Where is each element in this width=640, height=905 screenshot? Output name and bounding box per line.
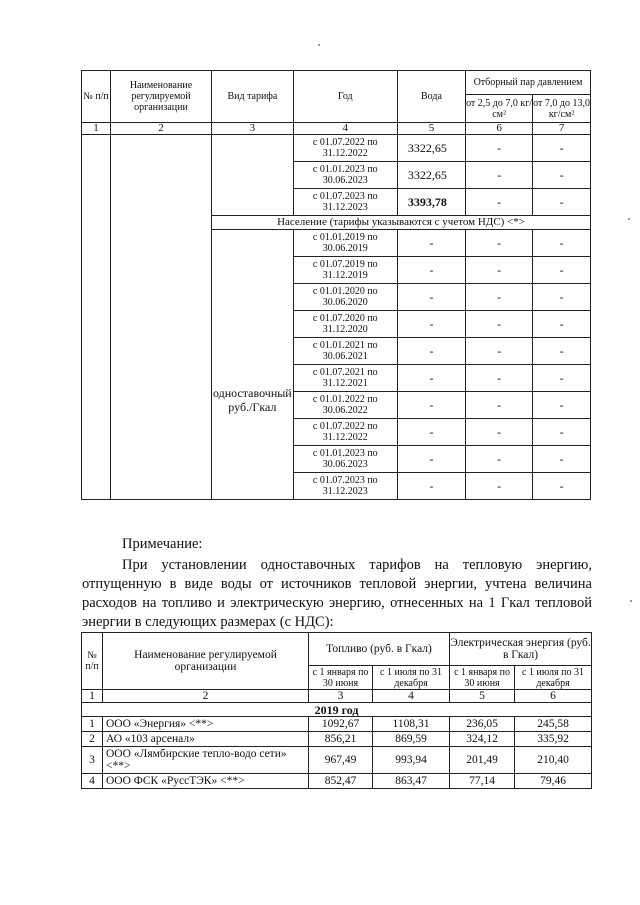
t2-el-h1: 201,49	[450, 747, 515, 774]
t2-row-org: ООО ФСК «РуссТЭК» <**>	[103, 774, 309, 789]
t2-row-org: АО «103 арсенал»	[103, 732, 309, 747]
t2-header-org: Наименование регулируемой организации	[103, 633, 309, 690]
period-cell: с 01.01.2022 по 30.06.2022	[293, 392, 397, 419]
period-cell: с 01.01.2020 по 30.06.2020	[293, 284, 397, 311]
t2-el-h2: 210,40	[515, 747, 592, 774]
header-tariff-type: Вид тарифа	[212, 71, 294, 123]
water-value: -	[397, 338, 465, 365]
col-number: 6	[466, 123, 533, 135]
t2-header-el-h2: с 1 июля по 31 декабря	[515, 666, 592, 690]
t2-header-electric: Электрическая энергия (руб. в Гкал)	[450, 633, 592, 666]
period-cell: с 01.07.2023 по 31.12.2023	[293, 189, 397, 216]
t2-header-el-h1: с 1 января по 30 июня	[450, 666, 515, 690]
t2-fuel-h1: 856,21	[309, 732, 373, 747]
t2-row-org: ООО «Энергия» <**>	[103, 717, 309, 732]
t2-fuel-h1: 1092,67	[309, 717, 373, 732]
t2-el-h2: 335,92	[515, 732, 592, 747]
scan-speck	[318, 44, 320, 46]
t2-col-number: 4	[373, 690, 450, 703]
period-cell: с 01.07.2022 по 31.12.2022	[293, 135, 397, 162]
water-value: -	[397, 419, 465, 446]
water-value: -	[397, 446, 465, 473]
t2-col-number: 5	[450, 690, 515, 703]
t2-fuel-h1: 967,49	[309, 747, 373, 774]
scan-speck	[628, 218, 630, 220]
header-org: Наименование регулируемой организации	[110, 71, 211, 123]
col-number: 5	[397, 123, 465, 135]
num-cell	[82, 135, 111, 500]
period-cell: с 01.07.2019 по 31.12.2019	[293, 257, 397, 284]
steam-high-value: -	[533, 135, 591, 162]
t2-row-num: 2	[82, 732, 103, 747]
header-steam-high: от 7,0 до 13,0 кг/см²	[533, 95, 591, 123]
steam-low-value: -	[466, 338, 533, 365]
t2-row-num: 3	[82, 747, 103, 774]
col-number: 7	[533, 123, 591, 135]
steam-low-value: -	[466, 257, 533, 284]
t2-fuel-h2: 869,59	[373, 732, 450, 747]
period-cell: с 01.07.2021 по 31.12.2021	[293, 365, 397, 392]
steam-low-value: -	[466, 230, 533, 257]
steam-low-value: -	[466, 162, 533, 189]
t2-el-h2: 79,46	[515, 774, 592, 789]
period-cell: с 01.07.2020 по 31.12.2020	[293, 311, 397, 338]
water-value: -	[397, 392, 465, 419]
header-year: Год	[293, 71, 397, 123]
population-section-header: Население (тарифы указываются с учетом НДС) <*>	[212, 216, 591, 230]
header-water: Вода	[397, 71, 465, 123]
t2-el-h1: 77,14	[450, 774, 515, 789]
water-value: 3322,65	[397, 135, 465, 162]
t2-fuel-h2: 1108,31	[373, 717, 450, 732]
t2-fuel-h2: 863,47	[373, 774, 450, 789]
water-value: 3393,78	[397, 189, 465, 216]
steam-high-value: -	[533, 419, 591, 446]
steam-low-value: -	[466, 189, 533, 216]
tariff-type-label: одноставочный руб./Гкал	[212, 230, 294, 500]
steam-low-value: -	[466, 473, 533, 500]
t2-header-fuel: Топливо (руб. в Гкал)	[309, 633, 450, 666]
water-value: 3322,65	[397, 162, 465, 189]
scan-speck	[630, 600, 632, 602]
note-block	[82, 535, 592, 632]
header-num: № п/п	[82, 71, 111, 123]
steam-high-value: -	[533, 230, 591, 257]
t2-header-fuel-h1: с 1 января по 30 июня	[309, 666, 373, 690]
water-value: -	[397, 257, 465, 284]
steam-high-value: -	[533, 365, 591, 392]
t2-row-org: ООО «Лямбирские тепло-водо сети» <**>	[103, 747, 309, 774]
water-value: -	[397, 473, 465, 500]
period-cell: с 01.01.2021 по 30.06.2021	[293, 338, 397, 365]
period-cell: с 01.01.2023 по 30.06.2023	[293, 446, 397, 473]
steam-low-value: -	[466, 135, 533, 162]
note-body: При установлении одноставочных тарифов на тепловую энергию, отпущенную в виде воды от источников тепловой энергии, учтена величина расходов на топливо и электрическую энергию, отнесенных на 1 Гкал тепловой энергии в следующих размерах (с НДС):	[82, 557, 592, 630]
t2-header-fuel-h2: с 1 июля по 31 декабря	[373, 666, 450, 690]
t2-el-h1: 236,05	[450, 717, 515, 732]
note-title: Примечание:	[122, 536, 203, 552]
water-value: -	[397, 230, 465, 257]
steam-high-value: -	[533, 257, 591, 284]
steam-high-value: -	[533, 189, 591, 216]
steam-low-value: -	[466, 446, 533, 473]
water-value: -	[397, 284, 465, 311]
col-number: 4	[293, 123, 397, 135]
period-cell: с 01.01.2023 по 30.06.2023	[293, 162, 397, 189]
t2-fuel-h1: 852,47	[309, 774, 373, 789]
col-number: 2	[110, 123, 211, 135]
steam-high-value: -	[533, 392, 591, 419]
steam-high-value: -	[533, 473, 591, 500]
t2-el-h2: 245,58	[515, 717, 592, 732]
steam-low-value: -	[466, 365, 533, 392]
t2-col-number: 1	[82, 690, 103, 703]
steam-high-value: -	[533, 284, 591, 311]
col-number: 1	[82, 123, 111, 135]
t2-col-number: 3	[309, 690, 373, 703]
steam-low-value: -	[466, 311, 533, 338]
t2-row-num: 1	[82, 717, 103, 732]
tariff-table	[81, 70, 591, 500]
t2-col-number: 6	[515, 690, 592, 703]
t2-col-number: 2	[103, 690, 309, 703]
steam-high-value: -	[533, 446, 591, 473]
steam-low-value: -	[466, 284, 533, 311]
steam-high-value: -	[533, 338, 591, 365]
t2-fuel-h2: 993,94	[373, 747, 450, 774]
col-number: 3	[212, 123, 294, 135]
steam-low-value: -	[466, 392, 533, 419]
water-value: -	[397, 311, 465, 338]
period-cell: с 01.01.2019 по 30.06.2019	[293, 230, 397, 257]
period-cell: с 01.07.2023 по 31.12.2023	[293, 473, 397, 500]
t2-year-row: 2019 год	[82, 703, 592, 717]
steam-high-value: -	[533, 162, 591, 189]
header-steam: Отборный пар давлением	[466, 71, 591, 95]
steam-low-value: -	[466, 419, 533, 446]
steam-high-value: -	[533, 311, 591, 338]
tariff-cell-top	[212, 135, 294, 216]
t2-row-num: 4	[82, 774, 103, 789]
t2-el-h1: 324,12	[450, 732, 515, 747]
t2-header-num: № п/п	[82, 633, 103, 690]
org-cell	[110, 135, 211, 500]
header-steam-low: от 2,5 до 7,0 кг/см²	[466, 95, 533, 123]
costs-table	[81, 632, 592, 789]
water-value: -	[397, 365, 465, 392]
period-cell: с 01.07.2022 по 31.12.2022	[293, 419, 397, 446]
